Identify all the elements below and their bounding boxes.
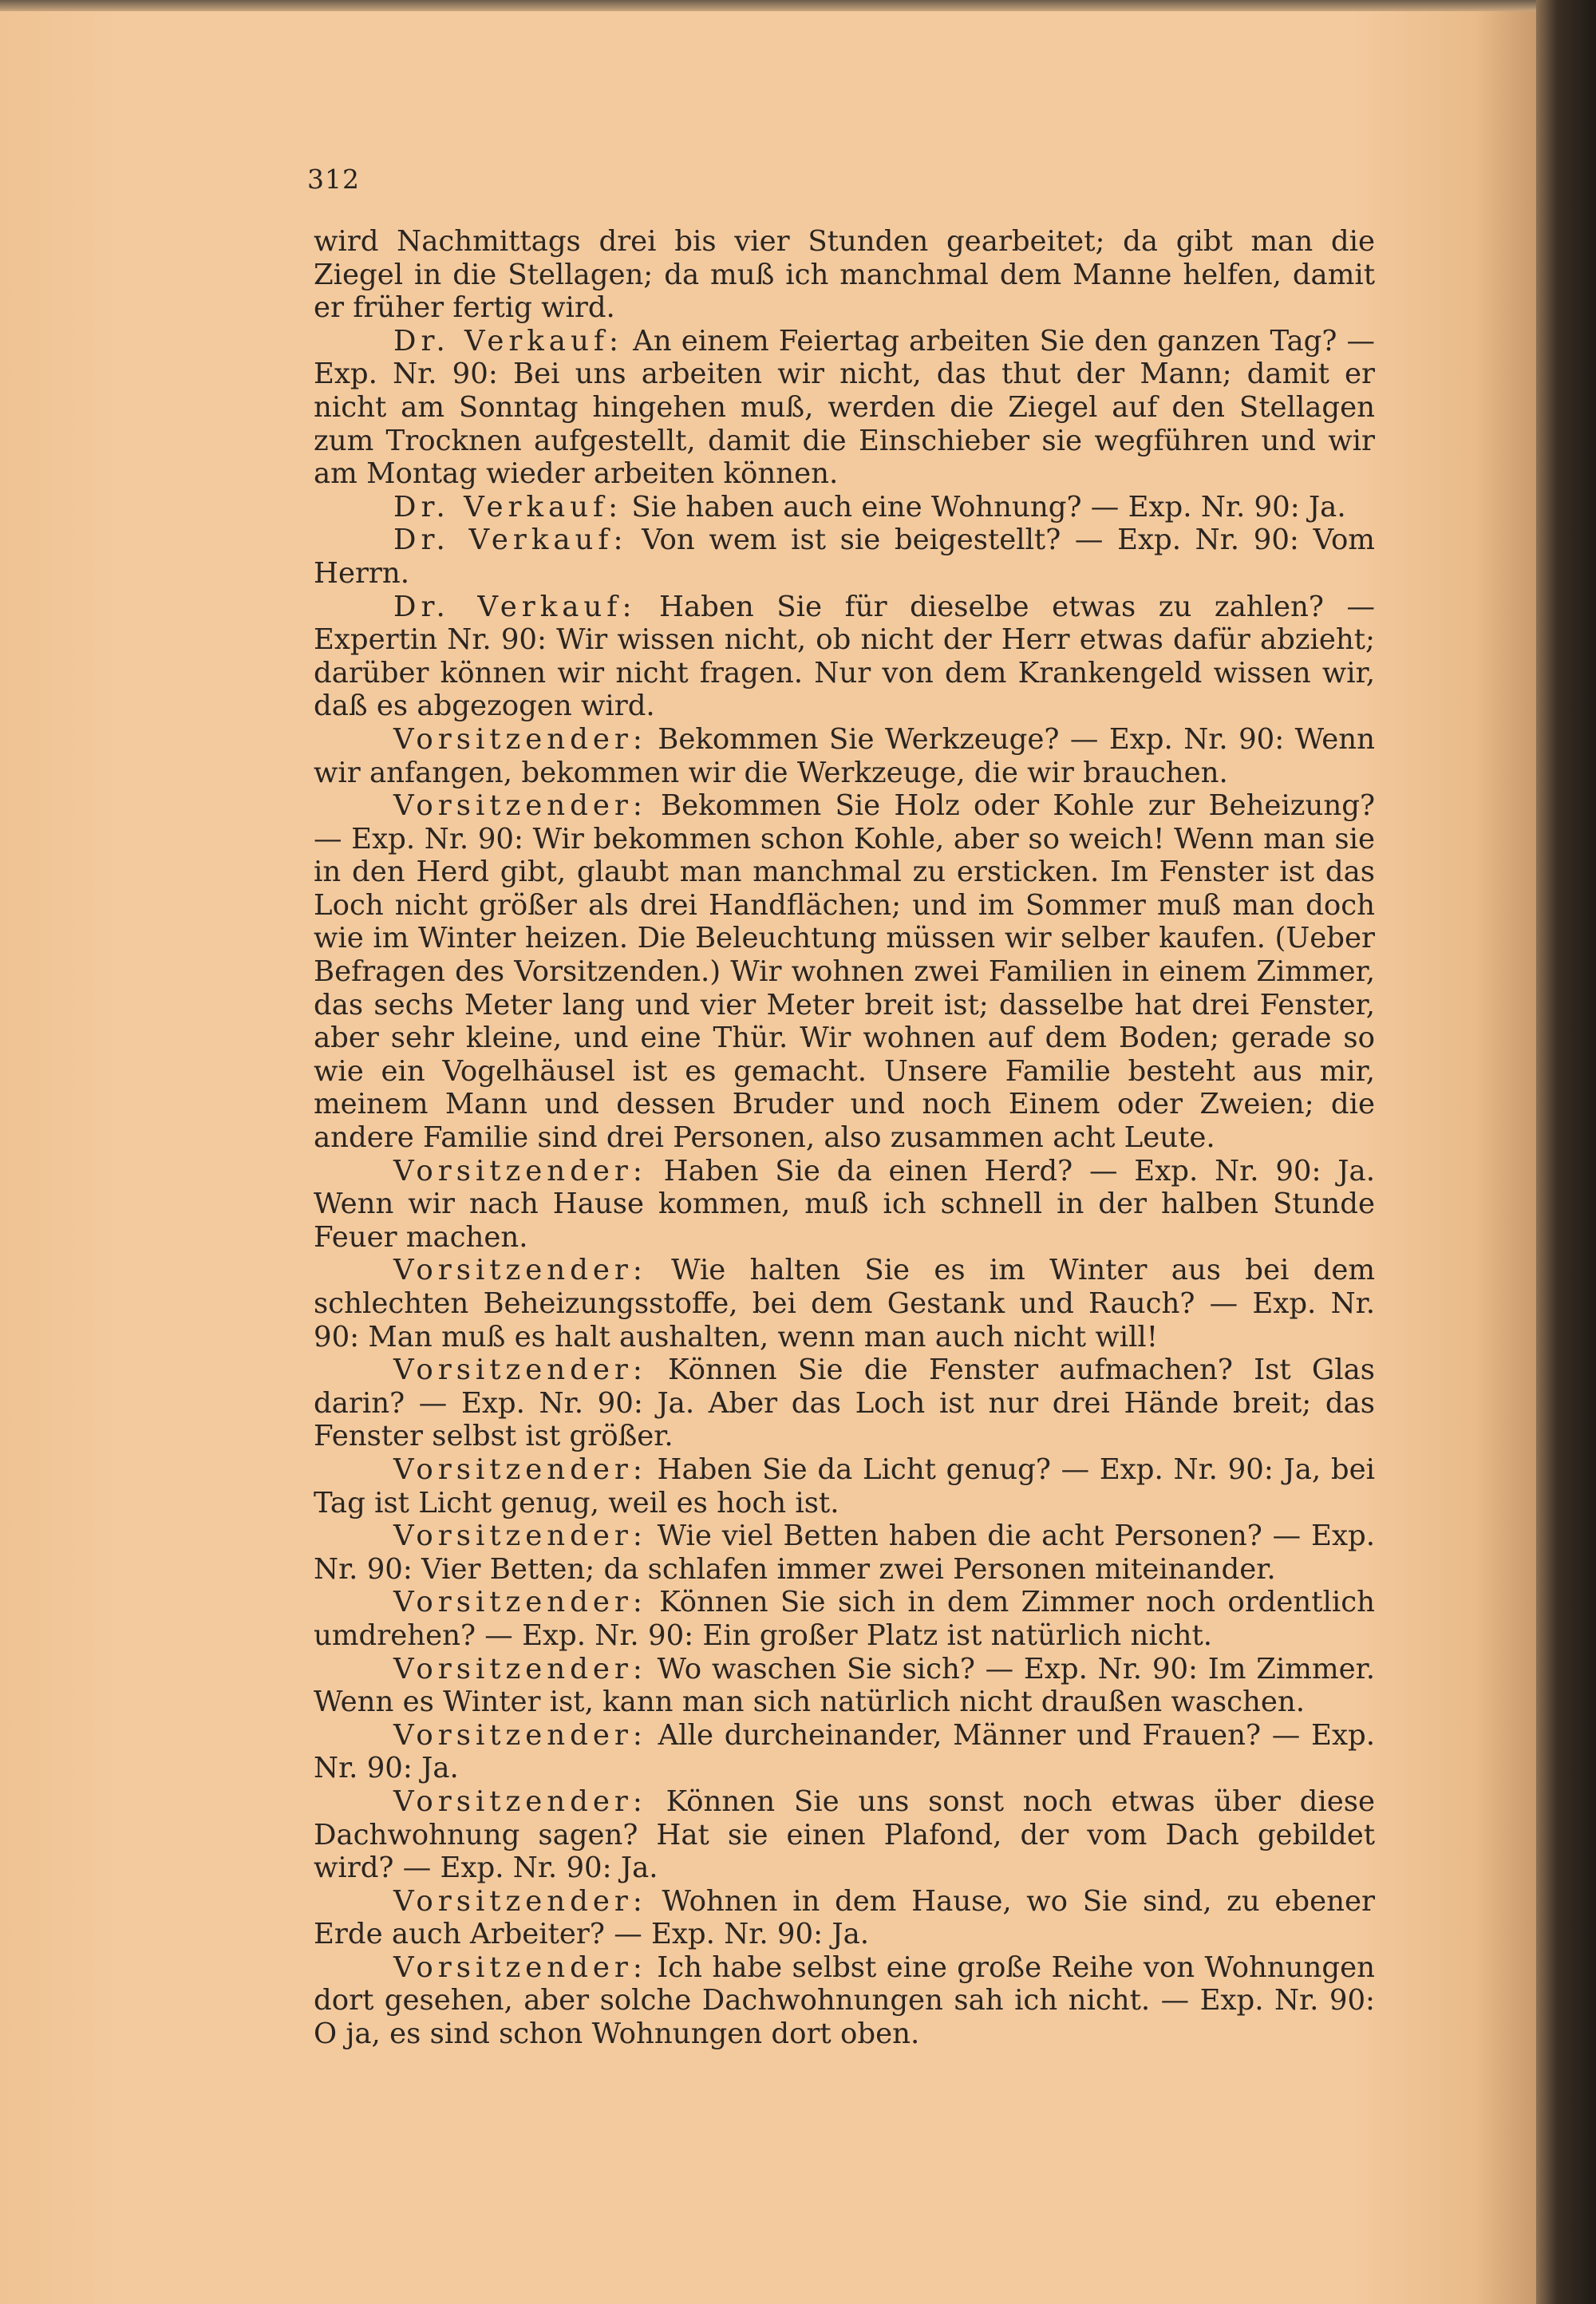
- paragraph: [314, 723, 1375, 789]
- speaker-label: Vorsitzender:: [393, 1586, 647, 1619]
- paragraph: [314, 591, 1375, 723]
- speaker-label: Vorsitzender:: [393, 1520, 647, 1553]
- paragraph-text: wird Nachmittags drei bis vier Stunden gearbeitet; da gibt man die Ziegel in die Stellagen; da muß ich manchmal dem Manne helfen, damit er früher fertig wird.: [314, 225, 1375, 325]
- speaker-label: Vorsitzender:: [393, 1452, 647, 1486]
- speaker-label: Dr. Verkauf:: [393, 590, 637, 623]
- paragraph-text: Bekommen Sie Holz oder Kohle zur Beheizung? — Exp. Nr. 90: Wir bekommen schon Kohle, aber so weich! Wenn man sie in den Herd gibt, glaubt man manchmal zu ersticken. Im Fenster ist das Loch nicht größer als drei Handflächen; und im Sommer muß man doch wie im Winter heizen. Die Beleuchtung müssen wir selber kaufen. (Ueber Befragen des Vorsitzenden.) Wir wohnen zwei Familien in einem Zimmer, das sechs Meter lang und vier Meter breit ist; dasselbe hat drei Fenster, aber sehr kleine, und eine Thür. Wir wohnen auf dem Boden; gerade so wie ein Vogelhäusel ist es gemacht. Unsere Familie besteht aus mir, meinem Mann und dessen Bruder und noch Einem oder Zweien; die andere Familie sind drei Personen, also zusammen acht Leute.: [314, 789, 1375, 1155]
- paragraph: [314, 1586, 1375, 1652]
- page-top-edge: [0, 0, 1536, 11]
- speaker-label: Vorsitzender:: [393, 722, 647, 756]
- paragraph-text: Haben Sie da einen Herd? — Exp. Nr. 90: Ja. Wenn wir nach Hause kommen, muß ich schnell in der halben Stunde Feuer machen.: [314, 1154, 1375, 1254]
- paragraph: [314, 325, 1375, 491]
- paragraph: [314, 1155, 1375, 1255]
- speaker-label: Dr. Verkauf:: [393, 324, 623, 358]
- paragraph-text: Sie haben auch eine Wohnung? — Exp. Nr. 90: Ja.: [631, 490, 1346, 524]
- paragraph-text: Können Sie die Fenster aufmachen? Ist Glas darin? — Exp. Nr. 90: Ja. Aber das Loch ist nur drei Hände breit; das Fenster selbst ist größer.: [314, 1354, 1375, 1453]
- paragraph: [314, 225, 1375, 325]
- paragraph-text: Wo waschen Sie sich? — Exp. Nr. 90: Im Zimmer. Wenn es Winter ist, kann man sich natürlich nicht draußen waschen.: [314, 1652, 1375, 1719]
- speaker-label: Vorsitzender:: [393, 1254, 647, 1287]
- text-body: [314, 225, 1375, 2051]
- paragraph-text: Haben Sie für dieselbe etwas zu zahlen? — Expertin Nr. 90: Wir wissen nicht, ob nicht der Herr etwas dafür abzieht; darüber können wir nicht fragen. Nur von dem Krankengeld wissen wir, daß es abgezogen wird.: [314, 590, 1375, 723]
- speaker-label: Vorsitzender:: [393, 1154, 647, 1188]
- paragraph-text: Bekommen Sie Werkzeuge? — Exp. Nr. 90: Wenn wir anfangen, bekommen wir die Werkzeuge, die wir brauchen.: [314, 722, 1375, 789]
- paragraph: [314, 524, 1375, 590]
- paragraph-text: Ich habe selbst eine große Reihe von Wohnungen dort gesehen, aber solche Dachwohnungen sah ich nicht. — Exp. Nr. 90: O ja, es sind schon Wohnungen dort oben.: [314, 1950, 1375, 2051]
- paragraph-text: Können Sie sich in dem Zimmer noch ordentlich umdrehen? — Exp. Nr. 90: Ein großer Platz ist natürlich nicht.: [314, 1586, 1375, 1652]
- page-number: 312: [307, 164, 360, 195]
- paragraph-text: Wohnen in dem Hause, wo Sie sind, zu ebener Erde auch Arbeiter? — Exp. Nr. 90: Ja.: [314, 1884, 1375, 1951]
- paragraph-text: Wie halten Sie es im Winter aus bei dem schlechten Beheizungsstoffe, bei dem Gestank und Rauch? — Exp. Nr. 90: Man muß es halt aushalten, wenn man auch nicht will!: [314, 1254, 1375, 1354]
- speaker-label: Dr. Verkauf:: [393, 524, 628, 557]
- speaker-label: Vorsitzender:: [393, 1884, 647, 1918]
- paragraph-text: An einem Feiertag arbeiten Sie den ganzen Tag? — Exp. Nr. 90: Bei uns arbeiten wir nicht, das thut der Mann; damit er nicht am Sonntag hingehen muß, werden die Ziegel auf den Stellagen zum Trocknen aufgestellt, damit die Einschieber sie wegführen und wir am Montag wieder arbeiten können.: [314, 324, 1375, 491]
- paragraph: [314, 789, 1375, 1155]
- paragraph: [314, 1951, 1375, 2051]
- speaker-label: Dr. Verkauf:: [393, 490, 623, 524]
- paragraph: [314, 1653, 1375, 1719]
- paragraph-text: Von wem ist sie beigestellt? — Exp. Nr. 90: Vom Herrn.: [314, 524, 1375, 590]
- paragraph-text: Alle durcheinander, Männer und Frauen? — Exp. Nr. 90: Ja.: [314, 1718, 1375, 1785]
- paragraph: [314, 1453, 1375, 1520]
- speaker-label: Vorsitzender:: [393, 789, 647, 823]
- paragraph-text: Wie viel Betten haben die acht Personen? — Exp. Nr. 90: Vier Betten; da schlafen immer zwei Personen miteinander.: [314, 1520, 1375, 1586]
- speaker-label: Vorsitzender:: [393, 1652, 647, 1686]
- speaker-label: Vorsitzender:: [393, 1718, 647, 1752]
- paragraph: [314, 1520, 1375, 1586]
- paragraph-text: Haben Sie da Licht genug? — Exp. Nr. 90: Ja, bei Tag ist Licht genug, weil es hoch ist.: [314, 1452, 1375, 1520]
- speaker-label: Vorsitzender:: [393, 1784, 647, 1818]
- speaker-label: Vorsitzender:: [393, 1950, 647, 1984]
- paragraph: [314, 1885, 1375, 1951]
- paragraph: [314, 1719, 1375, 1785]
- paragraph: [314, 1354, 1375, 1453]
- book-gutter: [1536, 0, 1596, 2304]
- paragraph-text: Können Sie uns sonst noch etwas über diese Dachwohnung sagen? Hat sie einen Plafond, der vom Dach gebildet wird? — Exp. Nr. 90: Ja.: [314, 1784, 1375, 1885]
- paragraph: [314, 491, 1375, 524]
- speaker-label: Vorsitzender:: [393, 1354, 647, 1387]
- paragraph: [314, 1254, 1375, 1354]
- paragraph: [314, 1785, 1375, 1885]
